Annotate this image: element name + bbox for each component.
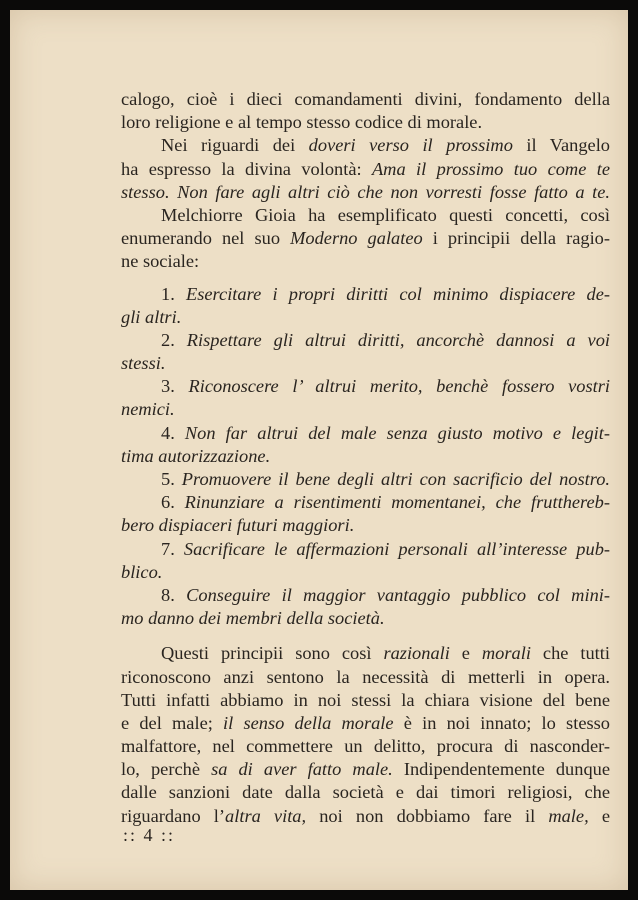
text-line [121,88,610,111]
italic-segment: Moderno galateo [290,228,423,249]
text-line [121,689,610,712]
text-segment: 1. [161,283,186,304]
text-segment: Questi principii sono così [161,643,384,664]
text-line [121,375,610,398]
text-segment: ha espresso la divina volontà: [121,158,372,179]
italic-segment: sa di aver fatto male. [211,759,393,780]
text-line [121,735,610,758]
text-segment: e [449,643,482,664]
text-segment: il Vangelo [512,135,611,156]
text-line [121,758,610,781]
paragraph-gap [121,274,610,283]
text-segment: noi non dobbiamo fare il [306,805,549,826]
text-line [121,422,610,445]
italic-segment: mo danno dei membri della società. [121,608,385,629]
text-segment: riguardano l’ [121,805,226,826]
text-line [121,642,610,665]
italic-segment: razionali [383,643,450,664]
text-segment: 4. [161,422,185,443]
italic-segment: Non far altrui del male senza giusto motivo e legit- [184,422,610,443]
text-segment: calogo, cioè i dieci comandamenti divini, fondamento della [121,89,610,109]
italic-segment: Rispettare gli altrui diritti, ancorchè dannosi a voi [186,329,611,350]
text-segment: e [588,805,610,826]
text-line [121,181,610,204]
text-line [121,134,610,157]
italic-segment: doveri verso il prossimo [308,135,513,156]
text-line [121,666,610,689]
italic-segment: Conseguire il maggior vantaggio pubblico col mini- [186,584,611,605]
italic-segment: Riconoscere l’ altrui merito, benchè fossero vostri [188,376,610,397]
text-segment: 3. [161,376,189,397]
text-segment: 8. [161,584,187,605]
body-text [121,88,610,828]
text-line [121,306,610,329]
text-line [121,352,610,375]
italic-segment: altra vita, [225,805,307,826]
text-line [121,514,610,537]
italic-segment: blico. [121,561,163,582]
text-segment: loro religione e al tempo stesso codice di morale. [121,112,483,133]
text-segment: ne sociale: [121,251,200,272]
text-segment: i principii della ragio- [422,228,611,249]
text-line [121,584,610,607]
text-line [121,607,610,630]
text-line [121,781,610,804]
book-page [10,10,628,890]
italic-segment: nemici. [121,399,175,420]
text-line [121,250,610,273]
paragraph-gap [121,630,610,642]
italic-segment: Ama il prossimo tuo come te [371,158,610,179]
text-line [121,283,610,306]
italic-segment: il senso della morale [223,712,394,733]
text-segment: 7. [161,538,184,559]
text-line [121,561,610,584]
italic-segment: morali [481,643,531,664]
text-segment: Melchiorre Gioia ha esemplificato questi concetti, così [161,204,610,225]
text-segment: è in noi innato; lo stesso [393,712,610,733]
text-segment: enumerando nel suo [121,228,291,249]
text-line [121,329,610,352]
text-line [121,204,610,227]
italic-segment: Promuovere il bene degli altri con sacrificio del nostro. [181,469,610,489]
italic-segment: stesso. Non fare agli altri ciò che non vorresti fosse fatto a te. [121,181,610,202]
italic-segment: Esercitare i propri diritti col minimo dispiacere de- [186,283,611,304]
text-segment: Tutti infatti abbiamo in noi stessi la chiara visione del bene [121,689,610,710]
text-line [121,538,610,561]
text-segment: Indipendentemente dunque [392,759,610,780]
italic-segment: Rinunziare a risentimenti momentanei, che frutthereb- [184,492,611,513]
text-line [121,712,610,735]
text-segment: e del male; [121,712,224,733]
text-line [121,227,610,250]
text-segment: 5. [161,469,182,489]
text-segment: malfattore, nel commettere un delitto, procura di nasconder- [121,736,610,757]
italic-segment: bero dispiaceri futuri maggiori. [121,515,355,536]
italic-segment: stessi. [121,353,166,374]
page-number: :: 4 :: [123,825,176,845]
italic-segment: gli altri. [121,306,182,327]
text-segment: 2. [161,329,187,350]
text-line [121,445,610,468]
text-line [121,805,610,828]
text-segment: dalle sanzioni date dalla società e dai timori religiosi, che [121,782,610,803]
text-line [121,468,610,491]
italic-segment: tima autorizzazione. [121,445,271,466]
italic-segment: Sacrificare le affermazioni personali all’interesse pub- [183,538,611,559]
text-line [121,111,610,134]
italic-segment: male, [548,805,589,826]
text-segment: lo, perchè [121,759,212,780]
text-segment: Nei riguardi dei [161,135,309,156]
text-line [121,398,610,421]
text-segment: 6. [161,492,185,513]
text-segment: che tutti [530,643,610,664]
text-line [121,491,610,514]
text-segment: riconoscono anzi sentono la necessità di metterli in opera. [121,666,610,687]
text-line [121,158,610,181]
